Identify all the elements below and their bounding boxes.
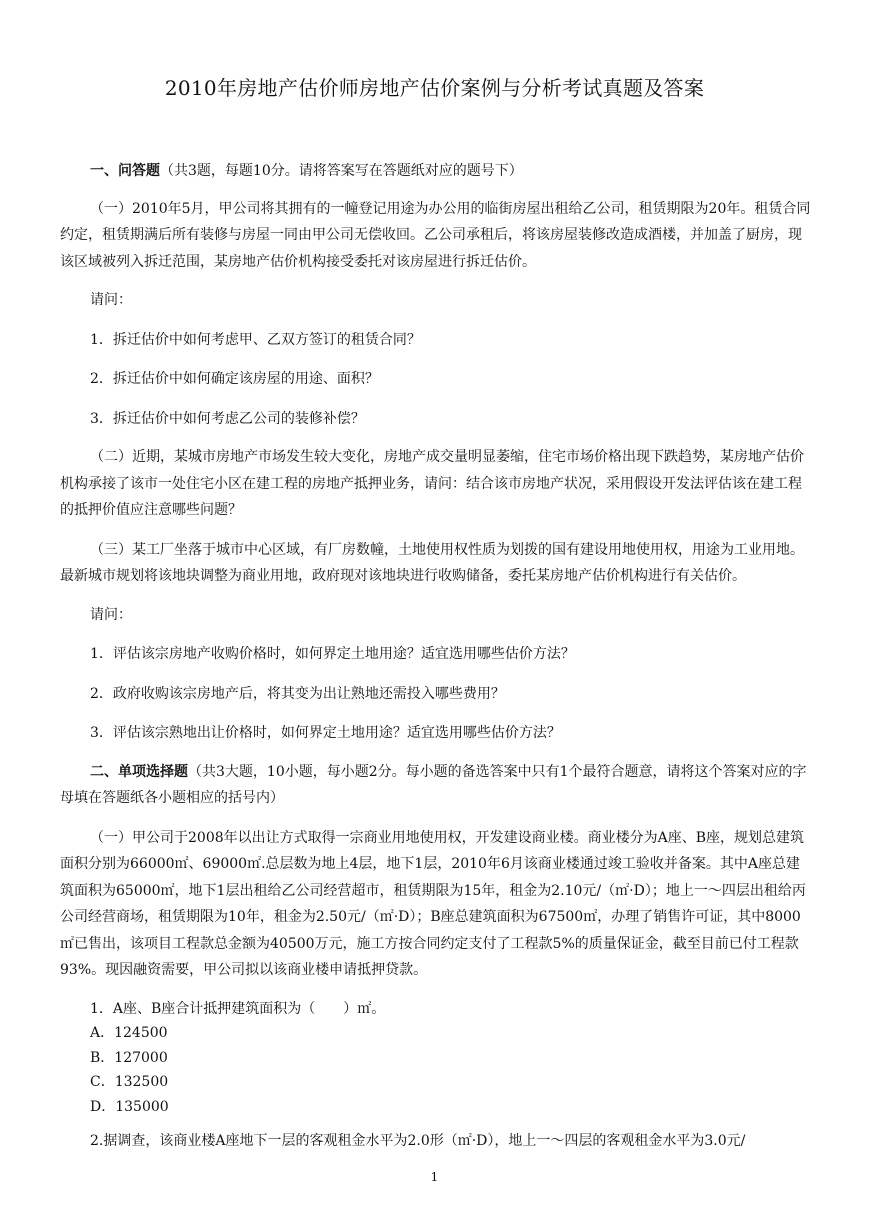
section2-heading: 二、单项选择题 [90, 763, 188, 780]
document-title: 2010年房地产估价师房地产估价案例与分析考试真题及答案 [164, 76, 705, 100]
mc-option-c: C．132500 [90, 1074, 169, 1090]
mc-option-d: D．135000 [90, 1098, 169, 1115]
question-1-1: 1．拆迁估价中如何考虑甲、乙双方签订的租赁合同？ [90, 331, 421, 348]
section1-instruction: （共3题，每题10分。请将答案写在答题纸对应的题号下） [160, 163, 523, 179]
page-number: 1 [430, 1170, 439, 1184]
mc-option-b: B．127000 [90, 1049, 168, 1066]
section1-heading: 一、问答题 [90, 163, 160, 179]
section1-heading-line [60, 158, 812, 185]
section2-heading-line [60, 759, 812, 812]
question-3-2: 2．政府收购该宗房地产后，将其变为出让熟地还需投入哪些费用？ [90, 685, 505, 702]
document-body [60, 158, 812, 1154]
question-1-2: 2．拆迁估价中如何确定该房屋的用途、面积？ [90, 371, 379, 387]
question-3-3: 3．评估该宗熟地出让价格时，如何界定土地用途？适宜选用哪些估价方法？ [90, 725, 561, 741]
case-paragraph-1: （一）2010年5月，甲公司将其拥有的一幢登记用途为办公用的临街房屋出租给乙公司，租赁期限为20年。租赁合同约定，租赁期满后所有装修与房屋一同由甲公司无偿收回。乙公司承租后，将该房屋装修改造成酒楼，并加盖了厨房，现该区域被列入拆迁范围，某房地产估价机构接受委托对该房屋进行拆迁估价。 [60, 200, 811, 270]
section2-instruction: （共3大题，10小题，每小题2分。每小题的备选答案中只有1个最符合题意，请将这个答案对应的字母填在答题纸各小题相应的括号内） [60, 763, 807, 806]
ask-label-1: 请问： [90, 292, 132, 308]
mc-question-1: 1．A座、B座合计抵押建筑面积为（ ）㎡。 [90, 1000, 386, 1017]
mc-option-a: A．124500 [90, 1025, 168, 1041]
case-paragraph-2: （二）近期，某城市房地产市场发生较大变化，房地产成交量明显萎缩，住宅市场价格出现下跌趋势，某房地产估价机构承接了该市一处住宅小区在建工程的房地产抵押业务，请问：结合该市房地产状况，采用假设开发法评估该在建工程的抵押价值应注意哪些问题？ [60, 449, 804, 518]
case-paragraph-3: （三）某工厂坐落于城市中心区域，有厂房数幢，土地使用权性质为划拨的国有建设用地使用权，用途为工业用地。最新城市规划将该地块调整为商业用地，政府现对该地块进行收购储备，委托某房地产估价机构进行有关估价。 [60, 541, 804, 584]
ask-label-3: 请问： [90, 606, 132, 623]
case-paragraph-s2-1: （一）甲公司于2008年以出让方式取得一宗商业用地使用权，开发建设商业楼。商业楼分为A座、B座，规划总建筑面积分别为66000㎡、69000㎡.总层数为地上4层，地下1层，2010年6月该商业楼通过竣工验收并备案。其中A座总建筑面积为65000㎡，地下1层出租给乙公司经营超市，租赁期限为15年，租金为2.10元/（㎡·D）；地上一～四层出租给丙公司经营商场，租赁期限为10年，租金为2.50元/（㎡·D）；B座总建筑面积为67500㎡，办理了销售许可证，其中8000㎡已售出，该项目工程款总金额为40500万元，施工方按合同约定支付了工程款5%的质量保证金，截至目前已付工程款93%。现因融资需要，甲公司拟以该商业楼申请抵押贷款。 [60, 829, 806, 978]
question-3-1: 1．评估该宗房地产收购价格时，如何界定土地用途？适宜选用哪些估价方法？ [90, 646, 575, 662]
mc-question-2: 2.据调查，该商业楼A座地下一层的客观租金水平为2.0形（㎡·D），地上一～四层的客观租金水平为3.0元/ [90, 1133, 746, 1149]
question-1-3: 3．拆迁估价中如何考虑乙公司的装修补偿？ [90, 410, 365, 427]
